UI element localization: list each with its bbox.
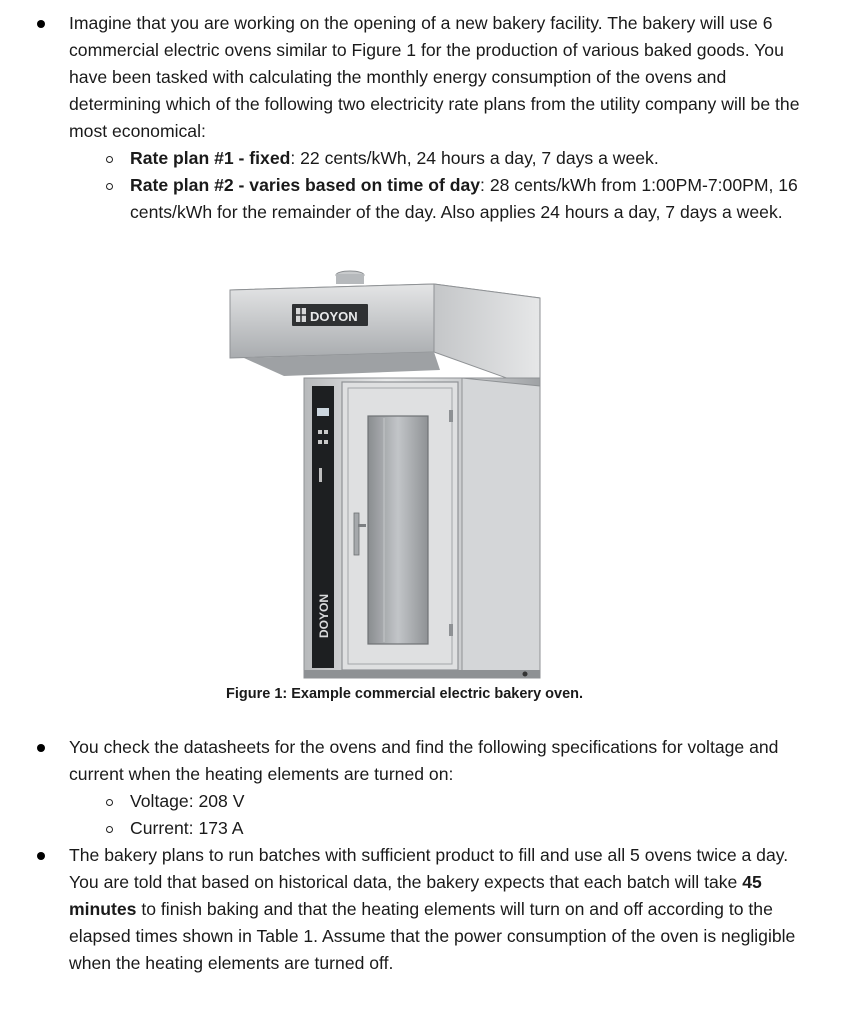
- rate-plan-1: [69, 145, 819, 172]
- rate-plan-1-label: Rate plan #1 - fixed: [130, 148, 291, 168]
- spec-voltage: Voltage: 208 V: [69, 788, 819, 815]
- batch-duration: 45 minutes: [69, 872, 762, 919]
- door-window: [368, 416, 428, 644]
- rate-plan-2: [69, 172, 819, 226]
- intro-bullet: [69, 10, 819, 226]
- spec-current: Current: 173 A: [69, 815, 819, 842]
- rate-plan-1-detail: : 22 cents/kWh, 24 hours a day, 7 days a week.: [290, 148, 659, 168]
- rate-plan-2-label: Rate plan #2 - varies based on time of day: [130, 175, 481, 195]
- batches-bullet: [69, 842, 819, 977]
- door-handle: [354, 513, 359, 555]
- batches-text-before: The bakery plans to run batches with sufficient product to fill and use all 5 ovens twice a day. You are told that based on historical data, the bakery expects that each batch will take: [69, 845, 789, 892]
- specs-list: [69, 788, 819, 842]
- batches-paragraph: [69, 842, 819, 977]
- figure-caption: Figure 1: Example commercial electric bakery oven.: [226, 686, 584, 702]
- specs-bullet: [69, 734, 819, 842]
- rate-plan-2-detail: : 28 cents/kWh from 1:00PM-7:00PM, 16 cents/kWh for the remainder of the day. Also applies 24 hours a day, 7 days a week.: [130, 175, 798, 222]
- batches-text-after: to finish baking and that the heating elements will turn on and off according to the elapsed times shown in Table 1. Assume that the power consumption of the oven is negligible when the heating elements are turned off.: [69, 899, 796, 973]
- brand-badge-text: DOYON: [310, 309, 358, 324]
- intro-paragraph: Imagine that you are working on the opening of a new bakery facility. The bakery will use 6 commercial electric ovens similar to Figure 1 for the production of various baked goods. You have been tasked with calculating the monthly energy consumption of the ovens and determining which of the following two electricity rate plans from the utility company will be the most economical:: [69, 13, 800, 141]
- side-brand-text: DOYON: [317, 593, 331, 638]
- oven-figure: [224, 268, 546, 686]
- specs-paragraph: You check the datasheets for the ovens and find the following specifications for voltage and current when the heating elements are turned on:: [69, 737, 779, 784]
- rate-plan-list: [69, 145, 819, 226]
